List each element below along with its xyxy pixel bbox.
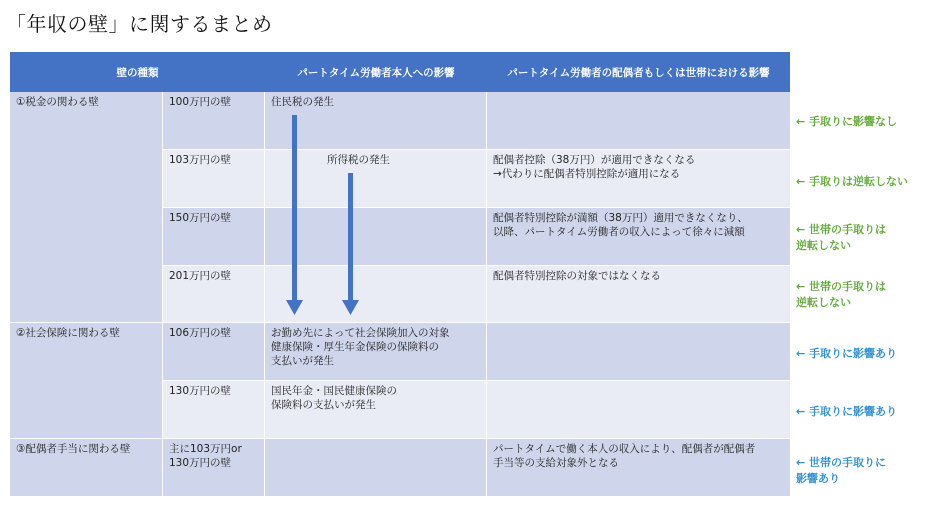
self-impact-cell: 所得税の発生	[265, 150, 487, 208]
family-impact-cell	[487, 323, 790, 381]
header-self-impact: パートタイム労働者本人への影響	[265, 52, 488, 92]
header-wall-type: 壁の種類	[10, 52, 266, 92]
family-impact-cell	[487, 92, 790, 150]
self-impact-cell	[265, 208, 487, 266]
wall-label: 103万円の壁	[163, 150, 265, 208]
group-spouse: ③配偶者手当に関わる壁	[10, 439, 163, 497]
self-impact-cell: 住民税の発生	[265, 92, 487, 150]
family-impact-cell: 配偶者控除（38万円）が適用できなくなる →代わりに配偶者特別控除が適用になる	[487, 150, 790, 208]
impact-note: ← 手取りは逆転しない	[796, 175, 909, 188]
impact-note: ← 世帯の手取りは 逆転しない	[796, 223, 887, 252]
group-social: ②社会保険に関わる壁	[10, 323, 163, 439]
header-family-impact: パートタイム労働者の配偶者もしくは世帯における影響	[487, 52, 790, 92]
wall-label: 150万円の壁	[163, 208, 265, 266]
wall-label: 100万円の壁	[163, 92, 265, 150]
family-impact-cell: 配偶者特別控除の対象ではなくなる	[487, 266, 790, 323]
impact-note: ← 手取りに影響あり	[796, 347, 898, 360]
impact-note: ← 世帯の手取りに 影響あり	[796, 456, 887, 485]
group-tax: ①税金の関わる壁	[10, 92, 163, 323]
page-title: 「年収の壁」に関するまとめ	[6, 12, 273, 36]
family-impact-cell: 配偶者特別控除が満額（38万円）適用できなくなり、 以降、パートタイム労働者の収入によって徐々に減額	[487, 208, 790, 266]
wall-label: 106万円の壁	[163, 323, 265, 381]
wall-label: 130万円の壁	[163, 381, 265, 439]
self-impact-cell	[265, 266, 487, 323]
impact-note: ← 世帯の手取りは 逆転しない	[796, 280, 887, 309]
summary-table	[10, 52, 790, 497]
self-impact-cell: 国民年金・国民健康保険の 保険料の支払いが発生	[265, 381, 487, 439]
family-impact-cell	[487, 381, 790, 439]
impact-note: ← 手取りに影響なし	[796, 115, 898, 128]
wall-label: 201万円の壁	[163, 266, 265, 323]
impact-note: ← 手取りに影響あり	[796, 405, 898, 418]
self-impact-cell: お勤め先によって社会保険加入の対象 健康保険・厚生年金保険の保険料の 支払いが発生	[265, 323, 487, 381]
self-impact-cell	[265, 439, 487, 497]
wall-label: 主に103万円or 130万円の壁	[163, 439, 265, 497]
family-impact-cell: パートタイムで働く本人の収入により、配偶者が配偶者 手当等の支給対象外となる	[487, 439, 790, 497]
